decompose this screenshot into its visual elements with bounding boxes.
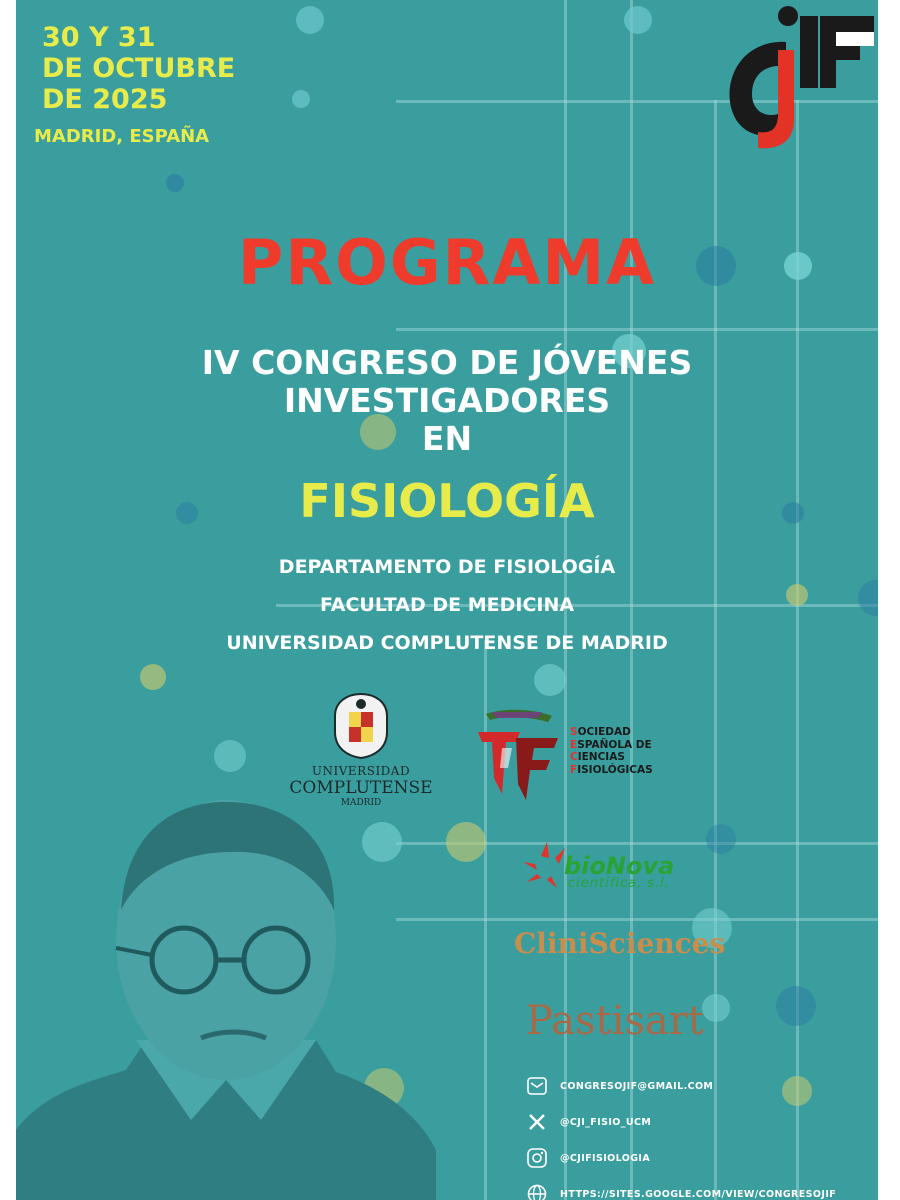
decor-dot <box>702 994 730 1022</box>
secf-line: ESPAÑOLA DE <box>570 738 652 751</box>
bionova-subtitle: científica, s.l. <box>568 876 670 891</box>
instagram-icon <box>524 1145 550 1171</box>
decor-dot <box>214 740 246 772</box>
secf-logo-icon <box>472 708 562 804</box>
decor-dot <box>776 986 816 1026</box>
decor-dot <box>534 664 566 696</box>
congress-title <box>16 344 878 458</box>
org-line: DEPARTAMENTO DE FISIOLOGÍA <box>278 556 616 578</box>
org-line: UNIVERSIDAD COMPLUTENSE DE MADRID <box>226 632 668 654</box>
globe-icon <box>524 1181 550 1200</box>
programa-heading: PROGRAMA <box>237 226 657 299</box>
cjif-logo-text: cjIF <box>716 2 718 3</box>
decor-dot <box>446 822 486 862</box>
contact-email[interactable] <box>524 1072 864 1100</box>
title-line: EN <box>421 419 473 458</box>
ucm-line2: COMPLUTENSE <box>289 778 433 798</box>
portrait-illustration <box>16 790 436 1200</box>
title-line: INVESTIGADORES <box>283 381 611 420</box>
decor-dot <box>624 6 652 34</box>
secf-line: FISIOLÓGICAS <box>570 763 653 776</box>
cjif-logo <box>716 2 876 152</box>
email-icon <box>524 1073 550 1099</box>
secf-line: SOCIEDAD <box>570 726 631 738</box>
contact-instagram[interactable] <box>524 1144 864 1172</box>
decor-dot <box>166 174 184 192</box>
event-date <box>42 22 262 115</box>
bionova-logo: bioNova <box>564 852 675 880</box>
pastisart-logo: Pastisart <box>526 998 704 1044</box>
ucm-crest-icon <box>331 692 391 760</box>
ucm-logo <box>286 692 436 816</box>
contact-label: @CJIFISIOLOGIA <box>560 1152 651 1164</box>
decor-dot <box>140 664 166 690</box>
event-place: MADRID, ESPAÑA <box>34 126 210 147</box>
secf-line: CIENCIAS <box>570 751 625 763</box>
title-line: IV CONGRESO DE JÓVENES <box>201 343 693 382</box>
org-line: FACULTAD DE MEDICINA <box>319 594 575 616</box>
clinisciences-logo: CliniSciences <box>514 927 726 960</box>
grid-line <box>396 328 878 331</box>
contact-x[interactable] <box>524 1108 864 1136</box>
decor-dot <box>296 6 324 34</box>
date-line: 30 Y 31 <box>42 22 156 53</box>
contact-website[interactable] <box>524 1180 864 1200</box>
contact-label: CONGRESOJIF@GMAIL.COM <box>560 1080 714 1092</box>
poster <box>16 0 878 1200</box>
contact-label: @CJI_FISIO_UCM <box>560 1116 652 1128</box>
subject-heading: FISIOLOGÍA <box>299 474 595 528</box>
date-line: DE OCTUBRE <box>42 53 236 84</box>
date-line: DE 2025 <box>42 84 168 115</box>
organizer-lines <box>16 548 878 662</box>
decor-dot <box>292 90 310 108</box>
grid-line <box>396 918 878 921</box>
contact-label: HTTPS://SITES.GOOGLE.COM/VIEW/CONGRESOJIF <box>560 1188 837 1200</box>
secf-name <box>570 726 653 776</box>
ucm-line3: MADRID <box>340 798 382 808</box>
x-icon <box>524 1109 550 1135</box>
ucm-line1: UNIVERSIDAD <box>311 764 411 778</box>
